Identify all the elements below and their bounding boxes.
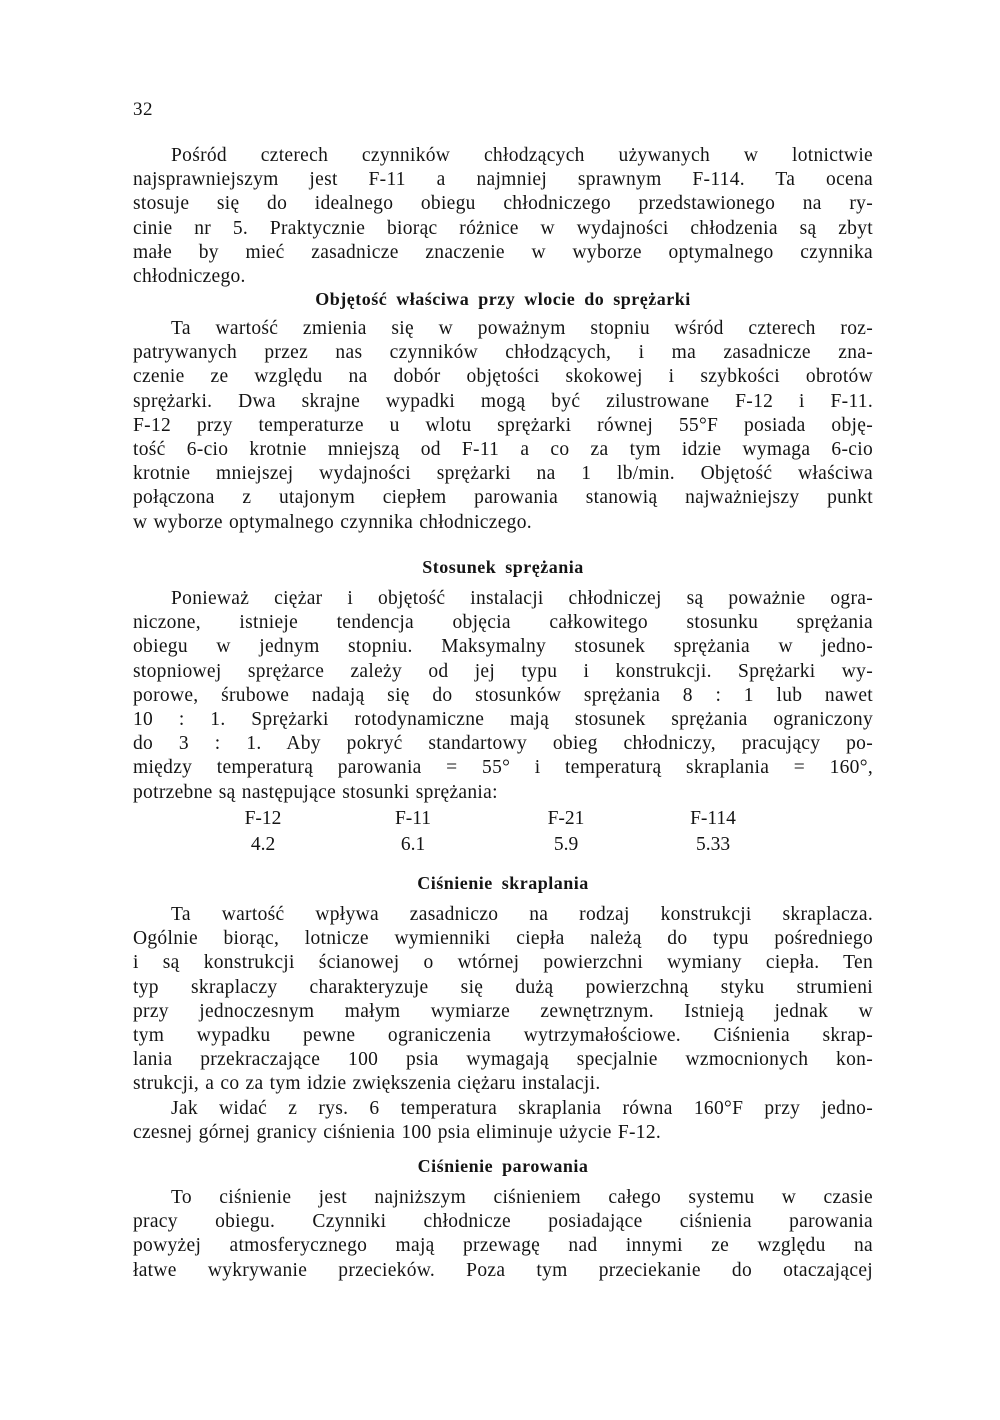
paragraph-parowanie: [133, 1186, 873, 1283]
text-line: w wyborze optymalnego czynnika chłodniczego.: [133, 511, 532, 533]
text-line: łatwe wykrywanie przecieków. Poza tym przeciekanie do otaczającej: [133, 1259, 873, 1281]
table-header-cell: F-114: [690, 808, 736, 829]
compression-ratio-table: [133, 808, 873, 860]
paragraph-intro: [133, 144, 873, 289]
text-line: tym wypadku pewne ograniczenia wytrzymałościowe. Ciśnienia skrap-: [133, 1024, 873, 1046]
text-line: połączona z utajonym ciepłem parowania stanowią najważniejszy punkt: [133, 487, 873, 509]
text-line: między temperaturą parowania = 55° i temperaturą skraplania = 160°,: [133, 757, 873, 779]
table-cell: 4.2: [250, 834, 276, 855]
text-line: stopniowej sprężarce zależy od jej typu i konstrukcji. Sprężarki wy-: [133, 660, 873, 682]
text-line: najsprawniejszym jest F-11 a najmniej sprawnym F-114. Ta ocena: [133, 169, 873, 191]
text-line: pracy obiegu. Czynniki chłodnicze posiadające ciśnienia parowania: [133, 1211, 873, 1233]
text-line: czenie ze względu na dobór objętości skokowej i szybkości obrotów: [133, 366, 873, 388]
section-heading: Stosunek sprężania: [422, 557, 584, 577]
text-line: czesnej górnej granicy ciśnienia 100 psia eliminuje użycie F-12.: [133, 1121, 662, 1143]
text-line: tość 6-cio krotnie mniejszą od F-11 a co za tym idzie wymaga 6-cio: [133, 438, 873, 460]
text-line: porowe, śrubowe nadają się do stosunków sprężania 8 : 1 lub nawet: [133, 684, 873, 706]
text-line: Pośród czterech czynników chłodzących używanych w lotnictwie: [171, 145, 873, 166]
paragraph-skraplanie: [133, 903, 873, 1145]
text-line: przy jednoczesnym małym wymiarze zewnętrznym. Istnieją jednak w: [133, 1000, 873, 1022]
text-line: potrzebne są następujące stosunki sprężania:: [133, 781, 498, 803]
table-header-cell: F-21: [547, 808, 585, 829]
section-heading: Ciśnienie parowania: [417, 1156, 589, 1176]
text-line: Jak widać z rys. 6 temperatura skraplania równa 160°F przy jedno-: [171, 1097, 873, 1119]
text-line: i są konstrukcji ścianowej o wtórnej powierzchni wymiany ciepła. Ten: [133, 952, 873, 974]
text-line: Ogólnie biorąc, lotnicze wymienniki ciepła należą do typu pośredniego: [133, 928, 873, 950]
table-row: [133, 834, 873, 860]
text-line: małe by mieć zasadnicze znaczenie w wyborze optymalnego czynnika: [133, 241, 873, 263]
paragraph-stosunek: [133, 587, 873, 805]
table-header-cell: F-12: [244, 808, 282, 829]
table-cell: 5.9: [553, 834, 579, 855]
text-line: typ skraplaczy charakteryzuje się dużą powierzchną styku strumieni: [133, 976, 873, 998]
text-line: do 3 : 1. Aby pokryć standartowy obieg chłodniczy, pracujący po-: [133, 733, 873, 755]
table-cell: 6.1: [400, 834, 426, 855]
text-line: powyżej atmosferycznego mają przewagę nad innymi ze względu na: [133, 1235, 873, 1257]
text-line: krotnie mniejszej wydajności sprężarki na 1 lb/min. Objętość właściwa: [133, 463, 873, 485]
section-heading: Objętość właściwa przy wlocie do sprężarki: [315, 289, 691, 309]
text-line: F-12 przy temperaturze u wlotu sprężarki równej 55°F posiada obję-: [133, 414, 873, 436]
text-line: obiegu w jednym stopniu. Maksymalny stosunek sprężania w jedno-: [133, 636, 873, 658]
text-line: chłodniczego.: [133, 265, 246, 287]
text-line: Ta wartość zmienia się w poważnym stopniu wśród czterech roz-: [171, 318, 873, 339]
table-cell: 5.33: [695, 834, 731, 855]
text-line: sprężarki. Dwa skrajne wypadki mogą być zilustrowane F-12 i F-11.: [133, 390, 873, 412]
text-line: cinie nr 5. Praktycznie biorąc różnice w wydajności chłodzenia są zbyt: [133, 217, 873, 239]
text-line: niczone, istnieje tendencja objęcia całkowitego stosunku sprężania: [133, 612, 873, 634]
text-line: patrywanych przez nas czynników chłodzących, i ma zasadnicze zna-: [133, 342, 873, 364]
table-header-row: [133, 808, 873, 834]
text-line: Ta wartość wpływa zasadniczo na rodzaj konstrukcji skraplacza.: [171, 904, 873, 925]
text-line: strukcji, a co za tym idzie zwiększenia ciężaru instalacji.: [133, 1073, 601, 1095]
section-heading: Ciśnienie skraplania: [417, 873, 589, 893]
paragraph-objetosc: [133, 317, 873, 535]
text-line: stosuje się do idealnego obiegu chłodniczego przedstawionego na ry-: [133, 193, 873, 215]
table-header-cell: F-11: [394, 808, 432, 829]
text-line: Ponieważ ciężar i objętość instalacji chłodniczej są poważnie ogra-: [171, 588, 873, 609]
text-line: lania przekraczające 100 psia wymagają specjalnie wzmocnionych kon-: [133, 1049, 873, 1071]
text-line: To ciśnienie jest najniższym ciśnieniem całego systemu w czasie: [171, 1187, 873, 1208]
page-number: 32: [133, 99, 153, 120]
text-line: 10 : 1. Sprężarki rotodynamiczne mają stosunek sprężania ograniczony: [133, 708, 873, 730]
